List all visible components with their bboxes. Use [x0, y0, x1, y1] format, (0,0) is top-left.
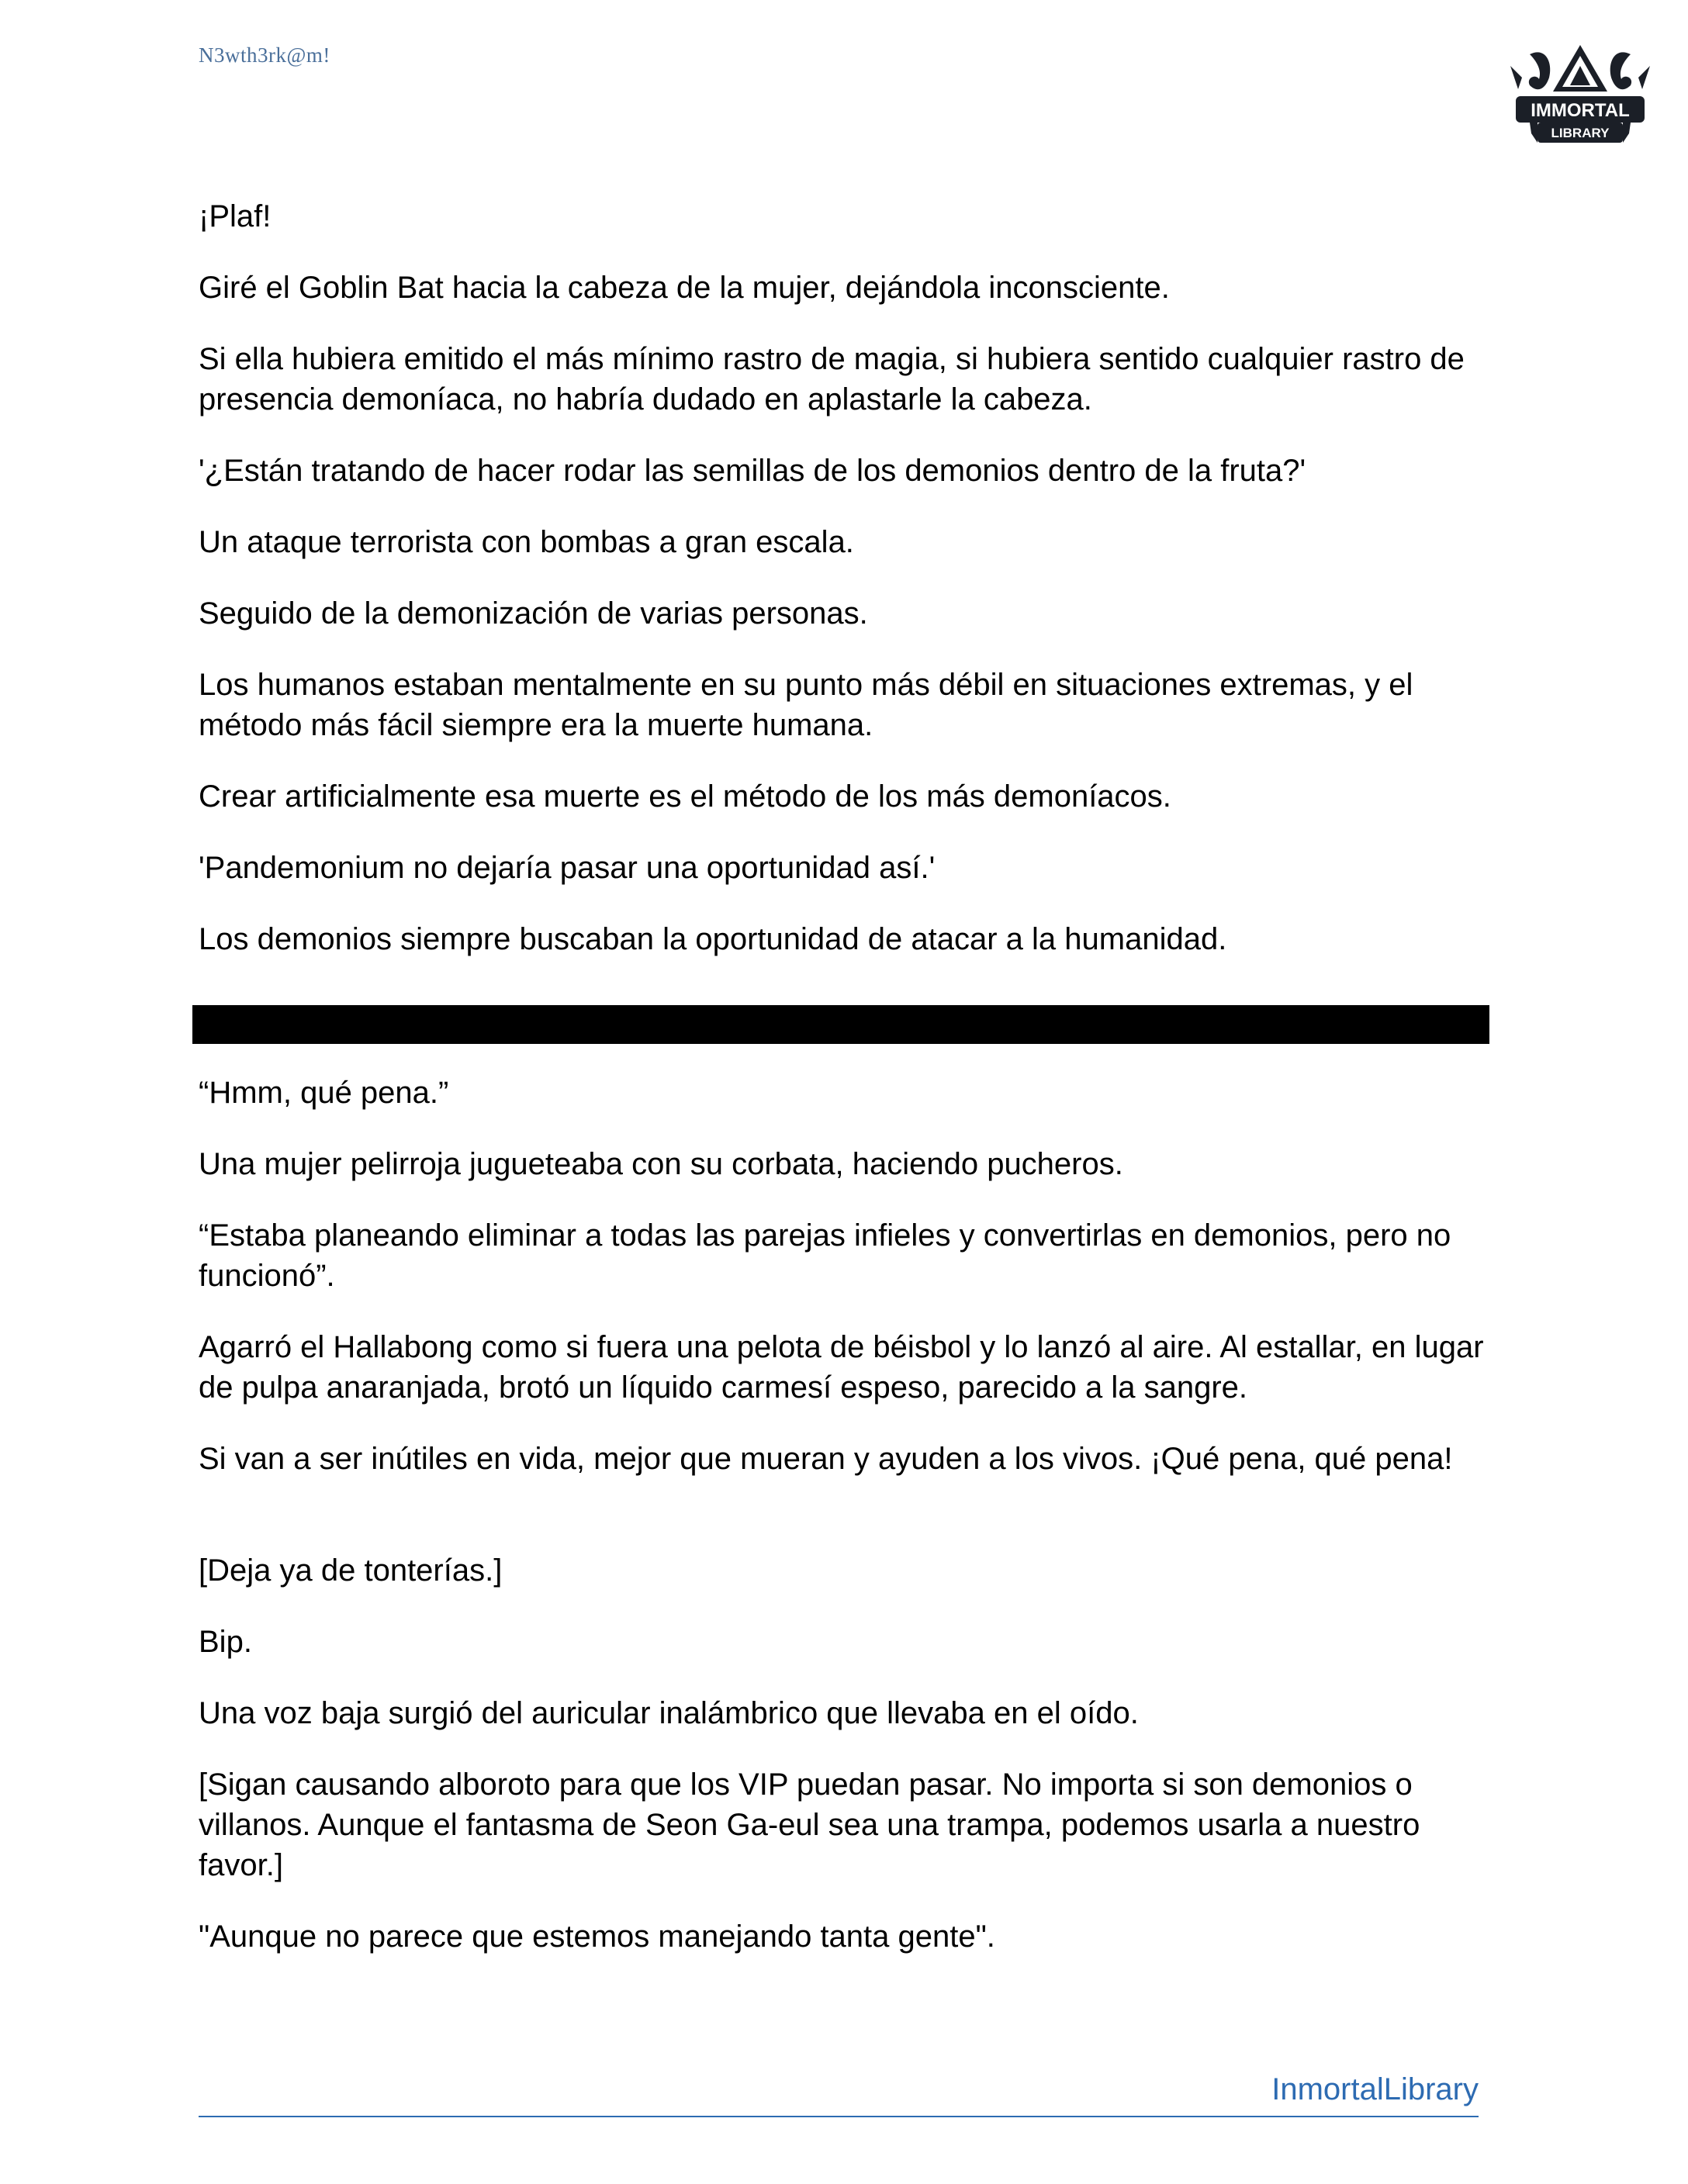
paragraph: Si van a ser inútiles en vida, mejor que mueran y ayuden a los vivos. ¡Qué pena, qué pena! [199, 1442, 1453, 1476]
footer-underline [199, 2116, 1479, 2117]
paragraph: [Sigan causando alboroto para que los VIP puedan pasar. No importa si son demonios o villanos. Aunque el fantasma de Seon Ga-eul sea una trampa, podemos usarla a nuestro favor.] [199, 1768, 1420, 1882]
paragraph: [Deja ya de tonterías.] [199, 1553, 503, 1588]
paragraph: Giré el Goblin Bat hacia la cabeza de la mujer, dejándola inconsciente. [199, 271, 1170, 305]
paragraph: Una mujer pelirroja jugueteaba con su corbata, haciendo pucheros. [199, 1147, 1123, 1181]
paragraph: Bip. [199, 1625, 252, 1659]
footer-link[interactable]: InmortalLibrary [1271, 2072, 1479, 2106]
paragraph: Un ataque terrorista con bombas a gran escala. [199, 525, 854, 559]
logo-line2: LIBRARY [1551, 126, 1610, 140]
paragraph: ¡Plaf! [199, 199, 272, 233]
paragraph: 'Pandemonium no dejaría pasar una oportunidad así.' [199, 851, 936, 885]
paragraph: "Aunque no parece que estemos manejando tanta gente". [199, 1920, 995, 1954]
logo-line1: IMMORTAL [1531, 100, 1630, 121]
paragraph: Los humanos estaban mentalmente en su punto más débil en situaciones extremas, y el método más fácil siempre era la muerte humana. [199, 668, 1413, 742]
section-divider [192, 1005, 1489, 1044]
paragraph: Los demonios siempre buscaban la oportunidad de atacar a la humanidad. [199, 922, 1227, 956]
paragraph: '¿Están tratando de hacer rodar las semillas de los demonios dentro de la fruta?' [199, 454, 1306, 488]
immortal-library-logo-icon [1506, 31, 1654, 163]
paragraph: Crear artificialmente esa muerte es el método de los más demoníacos. [199, 779, 1171, 814]
paragraph: Seguido de la demonización de varias personas. [199, 596, 868, 631]
paragraph: “Estaba planeando eliminar a todas las parejas infieles y convertirlas en demonios, pero no funcionó”. [199, 1218, 1451, 1293]
header-tag: N3wth3rk@m! [199, 43, 330, 67]
paragraph: Si ella hubiera emitido el más mínimo rastro de magia, si hubiera sentido cualquier rastro de presencia demoníaca, no habría dudado en aplastarle la cabeza. [199, 342, 1465, 416]
paragraph: “Hmm, qué pena.” [199, 1076, 449, 1110]
paragraph: Una voz baja surgió del auricular inalámbrico que llevaba en el oído. [199, 1696, 1139, 1730]
paragraph: Agarró el Hallabong como si fuera una pelota de béisbol y lo lanzó al aire. Al estallar, en lugar de pulpa anaranjada, brotó un líquido carmesí espeso, parecido a la sangre. [199, 1330, 1484, 1405]
